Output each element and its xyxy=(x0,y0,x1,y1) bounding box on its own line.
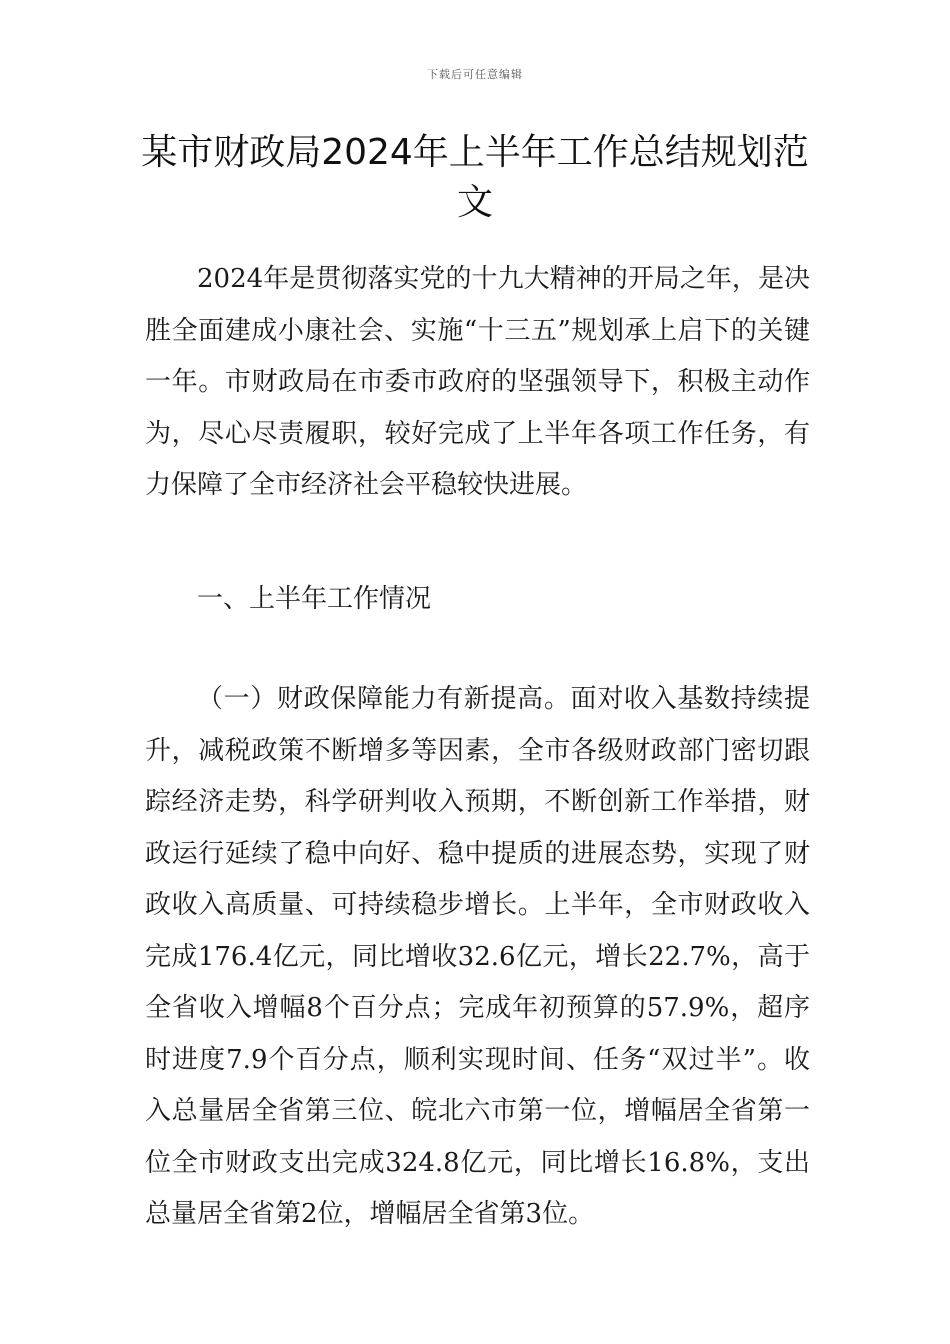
intro-paragraph: 2024年是贯彻落实党的十九大精神的开局之年，是决胜全面建成小康社会、实施“十三五”规划承上启下的关键一年。市财政局在市委市政府的坚强领导下，积极主动作为，尽心尽责履职，较好完成了上半年各项工作任务，有力保障了全市经济社会平稳较快进展。 xyxy=(145,264,810,500)
document-title: 某市财政局2024年上半年工作总结规划范文 xyxy=(141,132,809,223)
section-heading: 一、上半年工作情况 xyxy=(197,584,432,614)
subsection-paragraph: （一）财政保障能力有新提高。面对收入基数持续提升，减税政策不断增多等因素，全市各级财政部门密切跟踪经济走势，科学研判收入预期，不断创新工作举措，财政运行延续了稳中向好、稳中提质的进展态势，实现了财政收入高质量、可持续稳步增长。上半年，全市财政收入完成176.4亿元，同比增收32.6亿元，增长22.7%，高于全省收入增幅8个百分点；完成年初预算的57.9%，超序时进度7.9个百分点，顺利实现时间、任务“双过半”。收入总量居全省第三位、皖北六市第一位，增幅居全省第一位全市财政支出完成324.8亿元，同比增长16.8%，支出总量居全省第2位，增幅居全省第3位。 xyxy=(145,684,810,1229)
header-note: 下载后可任意编辑 xyxy=(427,68,523,81)
